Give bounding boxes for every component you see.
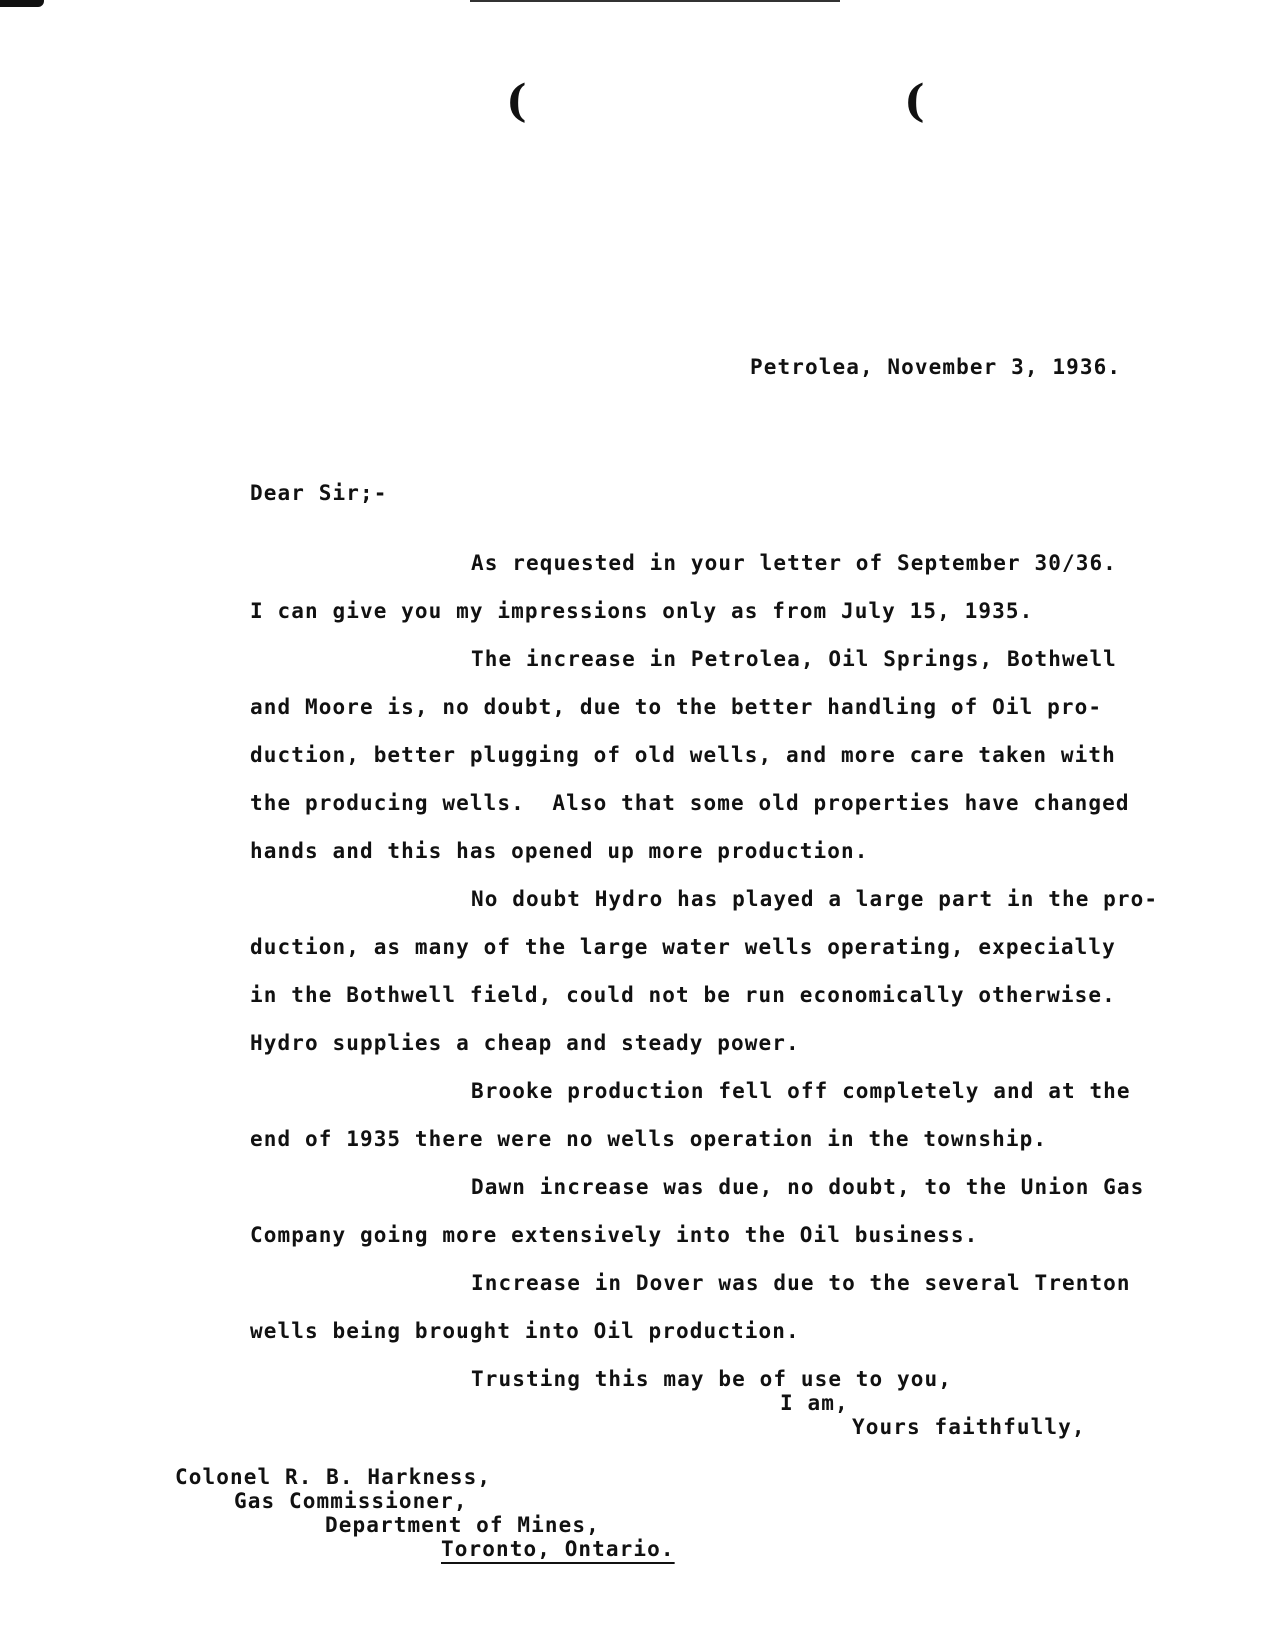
- body-line: Brooke production fell off completely and at the: [471, 1079, 1131, 1103]
- scan-edge-line: [470, 0, 840, 2]
- closing-i-am: I am,: [780, 1391, 849, 1415]
- body-line: Dawn increase was due, no doubt, to the Union Gas: [471, 1175, 1145, 1199]
- scan-edge-mark: [0, 0, 44, 7]
- closing-yours-faithfully: Yours faithfully,: [852, 1415, 1086, 1439]
- body-line: and Moore is, no doubt, due to the better handling of Oil pro-: [250, 695, 1103, 719]
- recipient-title: Gas Commissioner,: [234, 1489, 468, 1513]
- body-line: hands and this has opened up more production.: [250, 839, 869, 863]
- letter-salutation: Dear Sir;-: [250, 481, 388, 505]
- recipient-name: Colonel R. B. Harkness,: [175, 1465, 492, 1489]
- body-line: in the Bothwell field, could not be run economically otherwise.: [250, 983, 1116, 1007]
- binder-clip-mark-right: (: [904, 76, 925, 127]
- body-line: duction, as many of the large water wells operating, expecially: [250, 935, 1116, 959]
- body-line: Increase in Dover was due to the several Trenton: [471, 1271, 1131, 1295]
- body-line: the producing wells. Also that some old properties have changed: [250, 791, 1130, 815]
- body-line: I can give you my impressions only as from July 15, 1935.: [250, 599, 1034, 623]
- body-line: end of 1935 there were no wells operation in the township.: [250, 1127, 1048, 1151]
- recipient-department: Department of Mines,: [325, 1513, 600, 1537]
- recipient-city: Toronto, Ontario.: [441, 1537, 675, 1561]
- letter-dateline: Petrolea, November 3, 1936.: [750, 355, 1122, 379]
- binder-clip-mark-left: (: [506, 76, 527, 127]
- body-line: No doubt Hydro has played a large part in the pro-: [471, 887, 1159, 911]
- body-line: Trusting this may be of use to you,: [471, 1367, 953, 1391]
- body-line: duction, better plugging of old wells, and more care taken with: [250, 743, 1116, 767]
- body-line: As requested in your letter of September 30/36.: [471, 551, 1117, 575]
- body-line: wells being brought into Oil production.: [250, 1319, 800, 1343]
- body-line: Hydro supplies a cheap and steady power.: [250, 1031, 800, 1055]
- body-line: The increase in Petrolea, Oil Springs, Bothwell: [471, 647, 1117, 671]
- body-line: Company going more extensively into the Oil business.: [250, 1223, 979, 1247]
